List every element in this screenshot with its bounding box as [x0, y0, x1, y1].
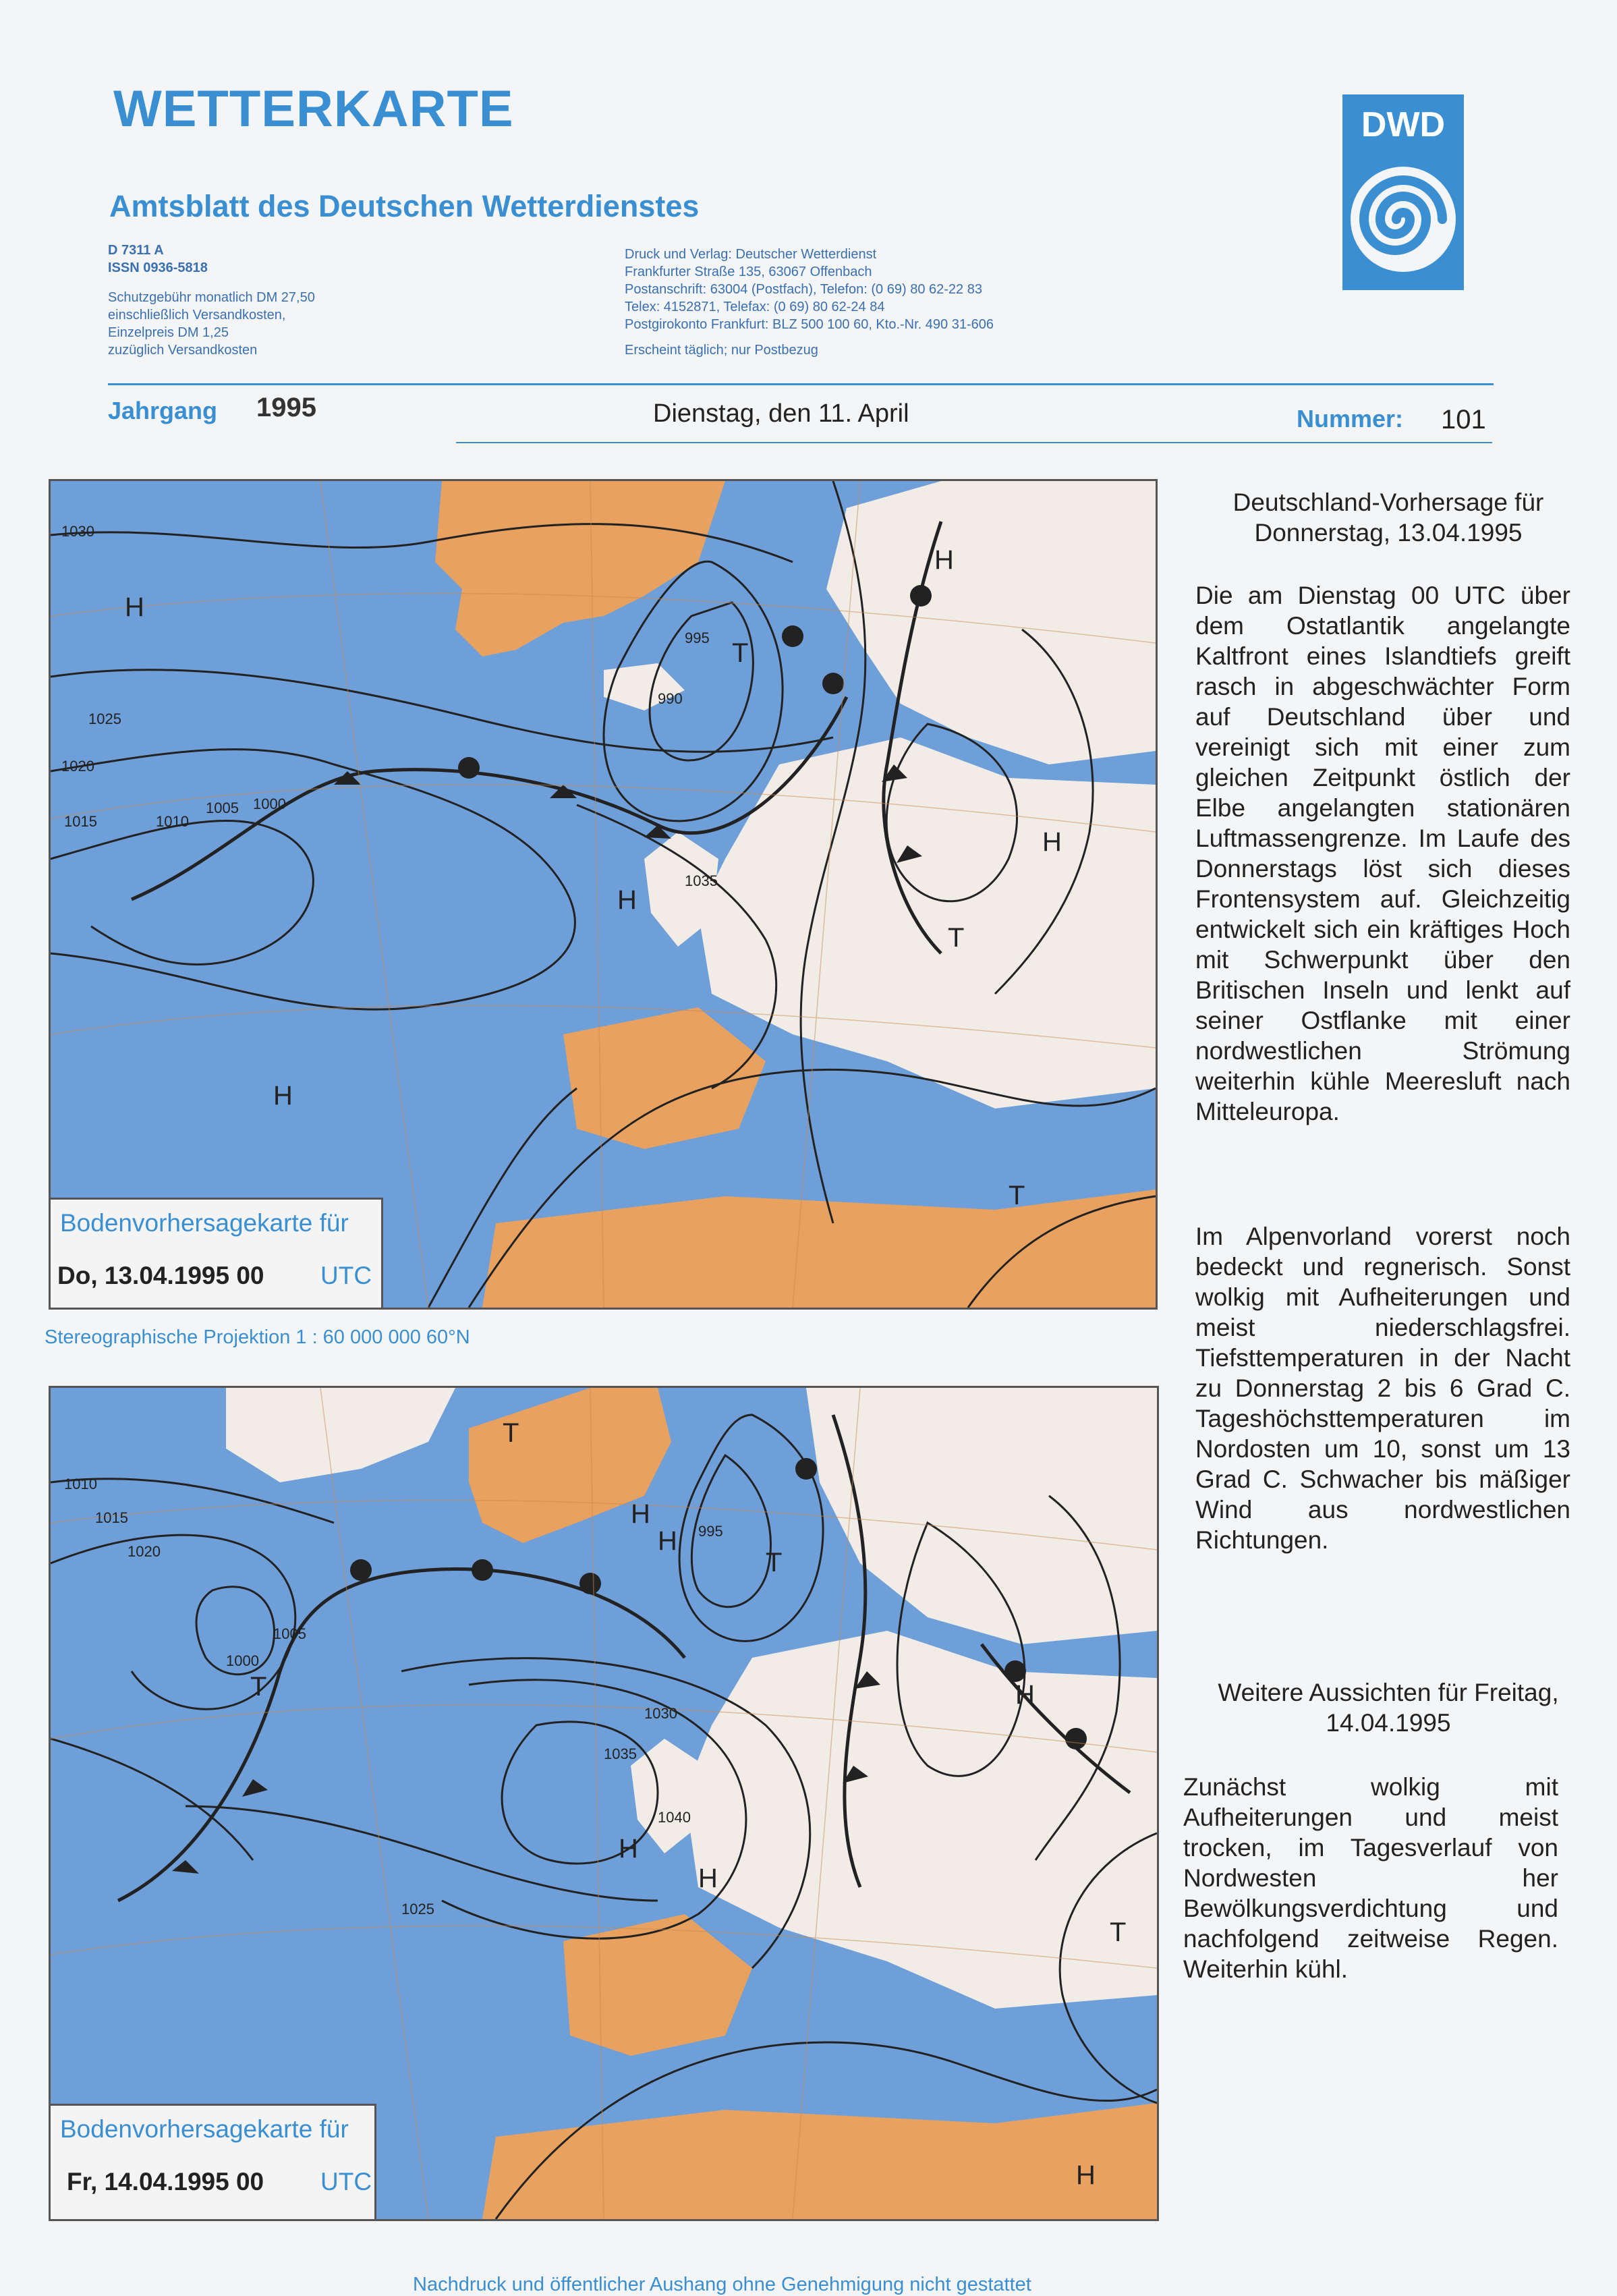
publisher-line: Frankfurter Straße 135, 63067 Offenbach [625, 264, 872, 279]
page-title: WETTERKARTE [113, 80, 514, 138]
land-iberia [563, 1007, 766, 1149]
publisher-line: Erscheint täglich; nur Postbezug [625, 343, 818, 358]
forecast-synopsis: Die am Dienstag 00 UTC über dem Ostatlantik angelangte Kaltfront eines Islandtiefs greift rasch in abgeschwächter Form auf Deutschland über und vereinigt sich mit einer zum gleichen Zeitpunkt östlich der Elbe angelangten stationären Luftmassengrenze. Im Laufe des Donnerstags löst sich dieses Frontensystem auf. Gleichzeitig entwickelt sich ein kräftiges Hoch mit Schwerpunkt über den Britischen Inseln und lenkt auf seiner Ostflanke mit einer nordwestlichen Strömung weiterhin kühle Meeresluft nach Mitteleuropa. [1195, 582, 1570, 1125]
isobar-label: 1005 [273, 1625, 306, 1642]
dwd-logo [1336, 94, 1471, 297]
pressure-center: H [273, 1081, 293, 1111]
forecast-heading-friday: Weitere Aussichten für Freitag, 14.04.1995 [1218, 1679, 1559, 1737]
forecast-heading-thursday: Deutschland-Vorhersage für Donnerstag, 13.04.1995 [1232, 488, 1544, 547]
publisher-line: Druck und Verlag: Deutscher Wetterdienst [625, 247, 877, 262]
isobar-label: 1020 [61, 758, 94, 775]
isobar-label: 1000 [253, 795, 286, 812]
isobar-label: 1005 [206, 800, 239, 816]
isobar-label: 1035 [604, 1745, 637, 1762]
isobar-label: 1020 [127, 1543, 161, 1560]
land-iberia [563, 1914, 752, 2056]
nummer-label: Nummer: [1297, 405, 1404, 432]
footer-notice: Nachdruck und öffentlicher Aushang ohne Genehmigung nicht gestattet [413, 2274, 1031, 2295]
pressure-center: H [1015, 1680, 1035, 1710]
pressure-center: T [732, 638, 749, 668]
publisher-line: Postanschrift: 63004 (Postfach), Telefon: (0 69) 80 62-22 83 [625, 282, 982, 297]
nummer-value: 101 [1441, 405, 1486, 435]
fee-line: einschließlich Versandkosten, [108, 308, 286, 323]
weather-map-graphic [51, 1388, 1157, 2219]
land-europe [698, 737, 1156, 1109]
forecast-outlook: Zunächst wolkig mit Aufheiterungen und meist trocken, im Tagesverlauf von Nordwesten her Bewölkungsverdichtung und nachfolgend zeitweise Regen. Weiterhin kühl. [1183, 1773, 1558, 1983]
publisher-line: Telex: 4152871, Telefax: (0 69) 80 62-24 84 [625, 300, 885, 314]
pressure-center: T [503, 1418, 519, 1448]
isobar-label: 1030 [644, 1705, 677, 1722]
header-rule-top [108, 383, 1494, 385]
issue-date: Dienstag, den 11. April [653, 399, 909, 428]
pressure-center: T [1009, 1181, 1025, 1210]
issue-identifiers [108, 242, 208, 277]
land-europe [685, 1631, 1157, 2009]
caption-date: Do, 13.04.1995 00 [57, 1262, 264, 1289]
isobar-label: 1025 [401, 1901, 434, 1917]
pressure-center: H [658, 1526, 677, 1556]
land-greenland [435, 481, 725, 656]
forecast-map-friday [49, 1386, 1159, 2221]
pressure-center: H [1076, 2160, 1096, 2190]
isobar-label: 1025 [88, 710, 121, 727]
publisher-line: Postgirokonto Frankfurt: BLZ 500 100 60, Kto.-Nr. 490 31-606 [625, 317, 994, 332]
pressure-center: T [1110, 1917, 1127, 1947]
map-caption [51, 2104, 376, 2219]
forecast-map-thursday [49, 479, 1158, 1310]
fee-line: Einzelpreis DM 1,25 [108, 325, 229, 340]
pressure-center: H [617, 885, 637, 915]
projection-note: Stereographische Projektion 1 : 60 000 000 60°N [45, 1326, 470, 1348]
isobar-label: 1040 [658, 1809, 691, 1826]
land-scandinavia [826, 481, 1156, 764]
fee-info [108, 289, 315, 359]
isobar-label: 1010 [64, 1476, 97, 1492]
isobar-label: 1030 [61, 523, 94, 540]
isobar-label: 1000 [226, 1652, 259, 1669]
forecast-details: Im Alpenvorland vorerst noch bedeckt und regnerisch. Sonst wolkig mit Aufheiterungen und meist niederschlagsfrei. Tiefsttemperaturen in der Nacht zu Donnerstag 2 bis 6 Grad C. Tageshöchsttemperaturen im Nordosten um 10, sonst um 13 Grad C. Schwacher bis mäßiger Wind aus nordwestlichen Richtungen. [1195, 1223, 1570, 1554]
header-rule-bottom [456, 442, 1492, 443]
pressure-center: H [619, 1834, 638, 1864]
caption-title: Bodenvorhersagekarte für [60, 2115, 349, 2143]
pressure-center: H [1042, 827, 1062, 857]
caption-date: Fr, 14.04.1995 00 [67, 2168, 264, 2195]
isobar-label: 1015 [95, 1509, 128, 1526]
map-caption [51, 1198, 383, 1308]
isobar-label: 995 [698, 1523, 723, 1540]
land-africa [482, 1189, 1156, 1308]
pressure-center: H [125, 592, 144, 622]
publisher-info [625, 246, 994, 359]
isobar-label: 1010 [156, 813, 189, 830]
land-africa [482, 2103, 1157, 2219]
issn: ISSN 0936-5818 [108, 260, 208, 275]
isobar-label: 990 [658, 690, 683, 707]
pressure-center: H [934, 545, 954, 575]
isobar-label: 1035 [685, 872, 718, 889]
pressure-center: H [698, 1864, 718, 1893]
logo-text: DWD [1361, 105, 1446, 144]
postal-id: D 7311 A [108, 243, 164, 258]
caption-utc: UTC [320, 2168, 372, 2195]
pressure-center: H [631, 1499, 650, 1529]
fee-line: zuzüglich Versandkosten [108, 343, 258, 358]
pressure-center: T [948, 923, 965, 953]
land-north-europe [226, 1388, 455, 1482]
weather-map-graphic [51, 481, 1156, 1308]
isobar-label: 1015 [64, 813, 97, 830]
fee-line: Schutzgebühr monatlich DM 27,50 [108, 290, 315, 305]
page-subtitle: Amtsblatt des Deutschen Wetterdienstes [109, 189, 700, 223]
isobar-label: 995 [685, 629, 710, 646]
caption-title: Bodenvorhersagekarte für [60, 1209, 349, 1237]
pressure-center: T [766, 1548, 783, 1577]
jahrgang-value: 1995 [256, 393, 316, 422]
caption-utc: UTC [320, 1262, 372, 1289]
jahrgang-label: Jahrgang [108, 397, 218, 424]
pressure-center: T [250, 1672, 267, 1702]
